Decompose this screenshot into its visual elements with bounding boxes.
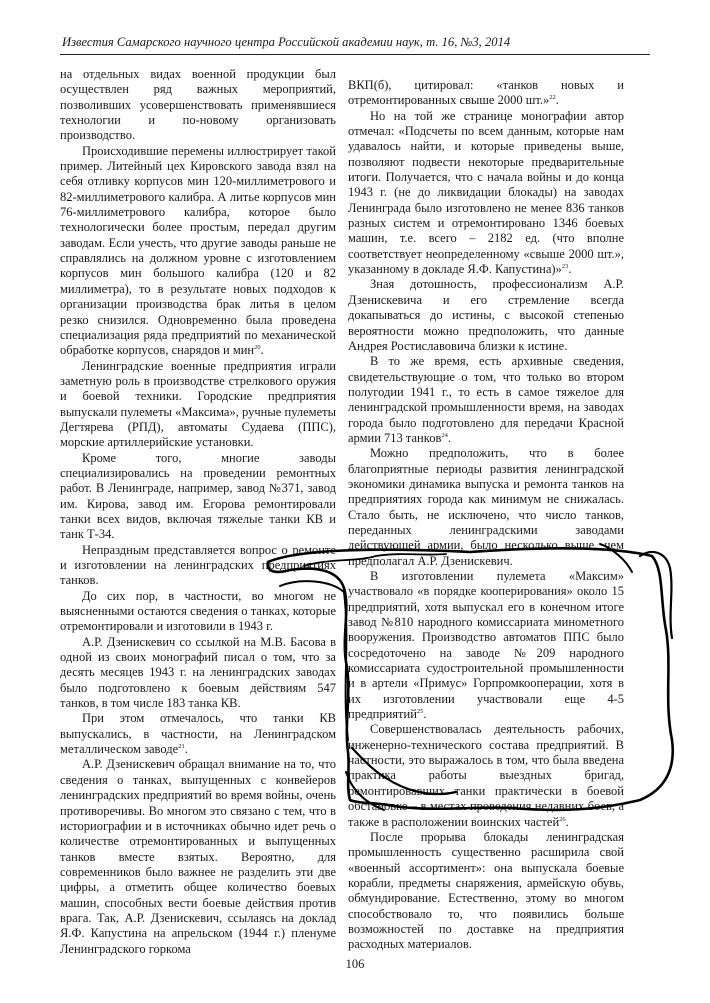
- paragraph: До сих пор, в частности, во многом не выясненными остаются сведения о танках, которые отремонтировали и изготовили в 1943 г.: [60, 588, 336, 634]
- paragraph: ВКП(б), цитировал: «танков новых и отремонтированных свыше 2000 шт.»$^{22}$.: [348, 78, 624, 108]
- paragraph: В изготовлении пулемета «Максим» участвовало «в порядке кооперирования» около 15 предприятий, хотя выпускал его в конечном итоге завод №810 народного комиссариата минометного вооружения. Производство автоматов ППС было сосредоточено на заводе №209 народного комиссариата судостроительной промышленности и в артели «Примус» Горпромкооперации, хотя в их изготовлении участвовали еще 4-5 предприятий$^{25}$.: [348, 569, 624, 722]
- header-rule: [60, 54, 650, 55]
- paragraph: Происходившие перемены иллюстрирует такой пример. Литейный цех Кировского завода взял на себя отливку корпусов мин 120-миллиметрового и 82-миллиметрового калибра. А литье корпусов мин 76-миллиметрового калибра, которое было технологически более простым, передал другим заводам. Если учесть, что другие заводы раньше не справлялись на должном уровне с изготовлением корпусов мин большого калибра (120 и 82 миллиметра), то в результате новых подходов к организации производства брак литья в целом резко снизился. Одновременно была проведена специализация ряда предприятий по механической обработке корпусов, снарядов и мин$^{20}$.: [60, 143, 336, 358]
- footnote-ref[interactable]: 25: [416, 708, 424, 716]
- paragraph: А.Р. Дзенискевич со ссылкой на М.В. Басова в одной из своих монографий писал о том, что за десять месяцев 1943 г. на ленинградских заводах было подготовлено к боевым действиям 547 танков, в том числе 183 танка КВ.: [60, 634, 336, 711]
- journal-header: Известия Самарского научного центра Российской академии наук, т. 16, №3, 2014: [62, 35, 511, 49]
- left-column: [60, 67, 336, 957]
- paragraph: Зная дотошность, профессионализм А.Р. Дзенискевича и его стремление всегда докапываться до истины, с высокой степенью вероятности можно предположить, что данные Андрея Ростиславовича близки к истине.: [348, 277, 624, 353]
- paragraph: Кроме того, многие заводы специализировались на проведении ремонтных работ. В Ленинграде, например, завод №371, завод им. Кирова, завод им. Егорова ремонтировали танки всех видов, включая тяжелые танки КВ и танк Т-34.: [60, 450, 336, 542]
- paragraph: Непраздным представляется вопрос о ремонте и изготовлении на ленинградских предприятиях танков.: [60, 542, 336, 588]
- paragraph: После прорыва блокады ленинградская промышленность существенно расширила свой «военный ассортимент»: она выпускала боевые корабли, предметы снаряжения, армейскую обувь, обмундирование. Естественно, этому во многом способствовало то, что появились больше возможностей по доставке на предприятия расходных материалов.: [348, 829, 624, 952]
- footnote-ref[interactable]: 23: [561, 263, 569, 271]
- paragraph: на отдельных видах военной продукции был осуществлен ряд важных мероприятий, позволивших усовершенствовать применявшиеся технологии и по-новому организовать производство.: [60, 67, 336, 143]
- paragraph: Можно предположить, что в более благоприятные периоды развития ленинградской экономики динамика выпуска и ремонта танков на предприятиях города как минимум не снижалась. Стало быть, не исключено, что число танков, переданных ленинградскими заводами действующей армии, было несколько выше, чем предполагал А.Р. Дзенискевич.: [348, 446, 624, 568]
- page-number: 106: [345, 957, 365, 971]
- footnote-ref[interactable]: 24: [441, 431, 448, 439]
- paragraph: В то же время, есть архивные сведения, свидетельствующие о том, что только во втором полугодии 1941 г., то есть в самое тяжелое для ленинградской промышленности время, на заводах города было подготовлено для передачи Красной армии 713 танков$^{24}$.: [348, 354, 624, 445]
- footnote-ref[interactable]: 26: [559, 815, 566, 823]
- paragraph: При этом отмечалось, что танки КВ выпускались, в частности, на Ленинградском металлическом заводе$^{21}$.: [60, 711, 336, 757]
- paragraph: Ленинградские военные предприятия играли заметную роль в производстве стрелкового оружия и боевой техники. Городские предприятия выпускали пулеметы «Максима», ручные пулеметы Дегтярева (РПД), автоматы Судаева (ППС), морские артиллерийские установки.: [60, 358, 336, 450]
- paragraph: А.Р. Дзенискевич обращал внимание на то, что сведения о танках, выпущенных с конвейеров ленинградских предприятий во время войны, очень противоречивы. Во многом это связано с тем, что в историографии и в источниках обычно идет речь о количестве отремонтированных и выпущенных танков вместе взятых. Вероятно, для современников было важнее не разделить эти две цифры, а отметить общее количество боевых машин, способных вести боевые действия против врага. Так, А.Р. Дзенискевич, ссылаясь на доклад Я.Ф. Капустина на апрельском (1944 г.) пленуме Ленинградского горкома: [60, 757, 336, 956]
- paragraph: Совершенствовалась деятельность рабочих, инженерно-технического состава предприятий. В частности, это выражалось в том, что была введена практика работы выездных бригад, ремонтировавших танки практически в боевой обстановке – в местах проведения недавних боев, а также в расположении воинских частей$^{26}$.: [348, 722, 624, 829]
- footnote-ref[interactable]: 20: [254, 344, 261, 352]
- footnote-ref[interactable]: 22: [549, 94, 556, 102]
- right-column: [348, 78, 624, 953]
- paragraph: Но на той же странице монографии автор отмечал: «Подсчеты по всем данным, которые нам удавалось найти, и которые приведены выше, позволяют подвести некоторые предварительные итоги. Получается, что с начала войны и до конца 1943 г. (не до ликвидации блокады) на заводах Ленинграда было изготовлено не менее 836 танков разных систем и отремонтировано 1346 боевых машин, т.е. всего – 2182 ед. (что вполне соответствует неопределенному «свыше 2000 шт.», указанному в докладе Я.Ф. Капустина)»$^{23}$.: [348, 108, 624, 277]
- footnote-ref[interactable]: 21: [178, 743, 185, 751]
